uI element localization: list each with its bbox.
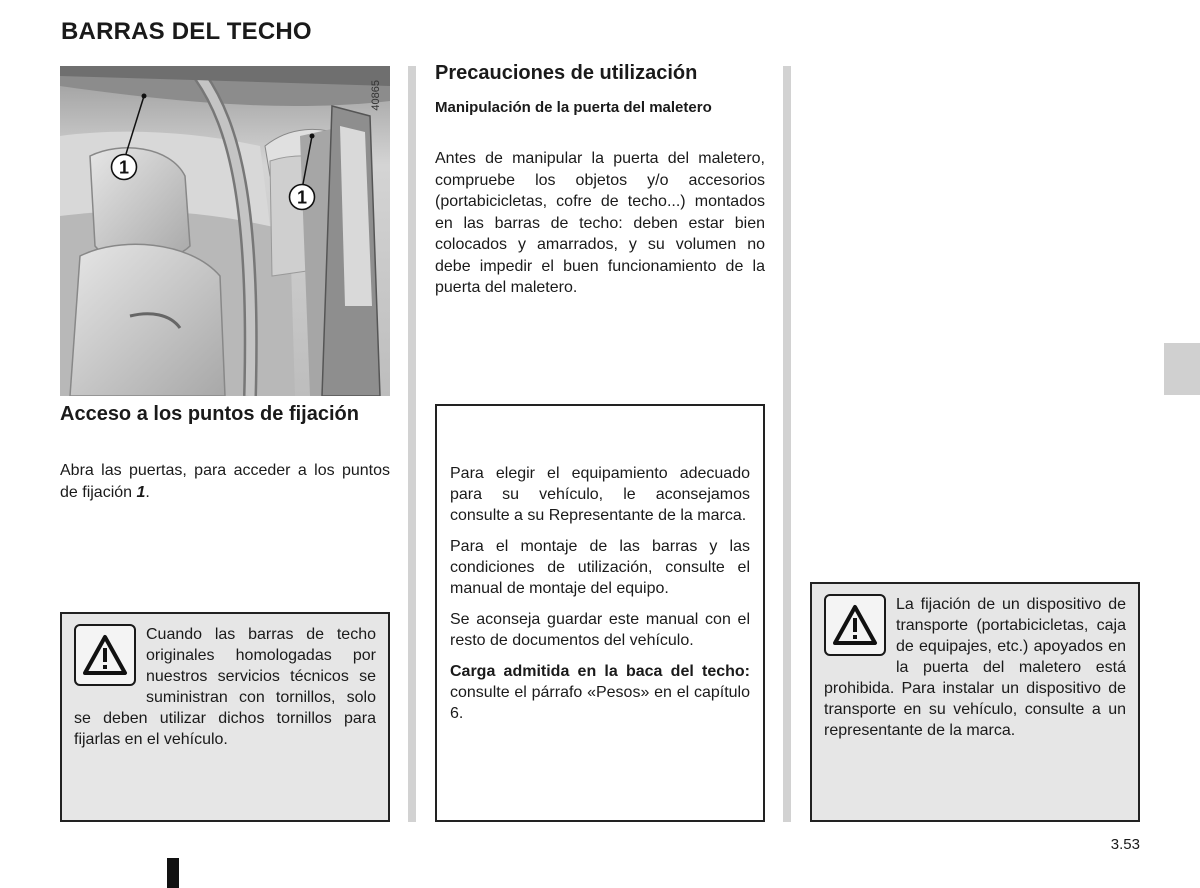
warning-triangle-icon: [824, 594, 886, 656]
load-text: consulte el párrafo «Pesos» en el capítulo 6.: [450, 684, 750, 722]
access-ref-number: 1: [136, 483, 146, 501]
warning-box-right: [810, 582, 1140, 822]
warning-triangle-icon: [74, 624, 136, 686]
chapter-tab: [1164, 343, 1200, 395]
precautions-title: Precauciones de utilización: [435, 62, 698, 84]
print-mark: [167, 858, 179, 888]
access-section-title: Acceso a los puntos de fijación: [60, 403, 359, 425]
info-box: [435, 404, 765, 822]
column-divider-right: [783, 66, 791, 822]
column-divider-left: [408, 66, 416, 822]
access-section-text: [60, 460, 390, 503]
precautions-subheading: Manipulación de la puerta del maletero: [435, 99, 712, 116]
callout-label: 1: [296, 187, 308, 208]
info-para-3: Se aconseja guardar este manual con el resto de documentos del vehículo.: [450, 611, 750, 649]
warning-box-left: [60, 612, 390, 822]
callout-label: 1: [118, 157, 130, 178]
info-para-load: [450, 661, 750, 724]
car-interior-photo: [60, 66, 390, 396]
info-para-1: Para elegir el equipamiento adecuado para su vehículo, le aconsejamos consulte a su Representante de la marca.: [450, 465, 750, 524]
access-text-end: .: [145, 483, 150, 501]
load-label: Carga admitida en la baca del techo:: [450, 663, 750, 680]
figure-reference: 40865: [370, 80, 382, 111]
car-interior-illustration: [60, 66, 390, 396]
precautions-text: Antes de manipular la puerta del maletero, compruebe los objetos y/o accesorios (portabicicletas, cofre de techo...) montados en las barras de techo: deben estar bien colocados y amarrados, y su volumen no debe impedir el buen funcionamiento de la puerta del maletero.: [435, 150, 765, 296]
warning-right-text: La fijación de un dispositivo de transporte (portabicicletas, caja de equipajes, etc.) apoyados en la puerta del maletero está prohibida. Para instalar un dispositivo de transporte en su vehículo, consulte a un representante de la marca.: [824, 596, 1126, 739]
warning-left-text: Cuando las barras de techo originales homologadas por nuestros servicios técnicos se suministran con tornillos, solo se deben utilizar dichos tornillos para fijarlas en el vehículo.: [74, 626, 376, 748]
page-number: 3.53: [1110, 836, 1140, 853]
info-para-2: Para el montaje de las barras y las condiciones de utilización, consulte el manual de montaje del equipo.: [450, 538, 750, 597]
page-title: BARRAS DEL TECHO: [61, 18, 312, 45]
access-text-part: Abra las puertas, para acceder a los puntos de fijación: [60, 462, 390, 501]
